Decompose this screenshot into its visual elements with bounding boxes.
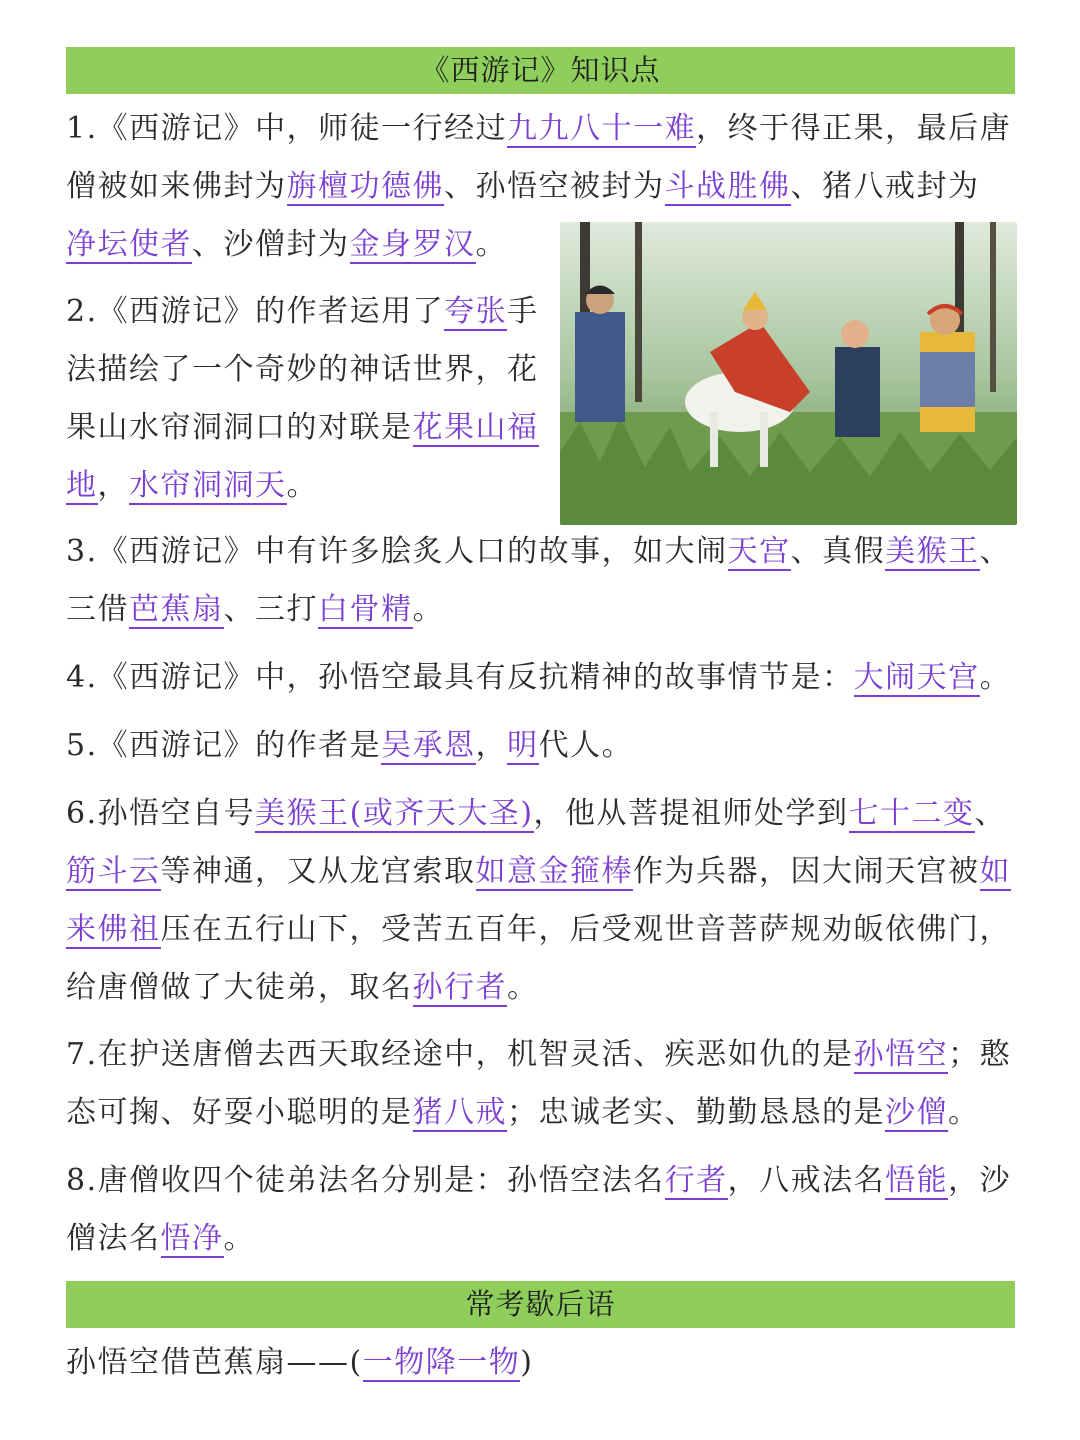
text: ，他从菩提祖师处学到	[533, 796, 849, 831]
text: ，	[97, 468, 129, 503]
text: 。	[979, 660, 1012, 695]
answer: 旃檀功德佛	[286, 169, 444, 204]
text: ；忠诚老实、勤勤恳恳的是	[507, 1095, 885, 1130]
text: 4.《西游记》中，孙悟空最具有反抗精神的故事情节是：	[66, 660, 854, 695]
text: 手法描绘了一个奇妙的神话世界，花果山水帘洞洞口的对联是	[66, 294, 539, 445]
text: 、三打	[223, 592, 318, 627]
text: 6.孙悟空自号	[66, 796, 256, 831]
point-6	[66, 785, 1016, 1017]
answer: 如意金箍棒	[475, 854, 633, 889]
text: 等神通，又从龙宫索取	[160, 854, 476, 889]
text: 压在五行山下，受苦五百年，后受观世音菩萨规劝皈依佛门，给唐僧做了大徒弟，取名	[66, 912, 1011, 1005]
text: 。	[475, 227, 507, 262]
answer: 美猴王(或齐天大圣)	[255, 796, 534, 831]
answer: 行者	[664, 1163, 728, 1198]
text: 、孙悟空被封为	[444, 169, 665, 204]
text: 8.唐僧收四个徒弟法名分别是：孙悟空法名	[66, 1163, 665, 1198]
text: 。	[948, 1095, 980, 1130]
text: ，沙僧法名	[66, 1163, 1012, 1256]
answer: 如来佛祖	[66, 854, 1011, 947]
answer: 斗战胜佛	[664, 169, 791, 204]
text: ，八戒法名	[727, 1163, 886, 1198]
text: 1.《西游记》中，师徒一行经过	[66, 111, 508, 146]
text: ；憨态可掬、好耍小聪明的是	[66, 1037, 1012, 1130]
answer: 金身罗汉	[349, 227, 476, 262]
answer: 悟能	[885, 1163, 949, 1198]
answer: 筋斗云	[66, 854, 161, 889]
point-2	[66, 283, 546, 515]
answer: 水帘洞洞天	[129, 468, 287, 503]
point-8	[66, 1152, 1016, 1268]
point-5	[66, 717, 1016, 775]
point-7	[66, 1026, 1016, 1142]
text: 代人。	[538, 728, 634, 763]
text: 。	[286, 468, 318, 503]
text: 3.《西游记》中有许多脍炙人口的故事，如大闹	[66, 534, 728, 569]
text: 、三借	[66, 534, 1012, 627]
text: 。	[507, 970, 539, 1005]
header-title-banner: 《西游记》知识点	[66, 47, 1015, 94]
text: 5.《西游记》的作者是	[66, 728, 382, 763]
answer: 花果山福地	[66, 410, 539, 503]
answer: 猪八戒	[412, 1095, 507, 1130]
xiehouyu-item	[66, 1334, 1016, 1392]
answer: 白骨精	[318, 592, 413, 627]
text: 、	[974, 796, 1007, 831]
answer: 孙悟空	[853, 1037, 949, 1072]
section-title-banner: 常考歇后语	[66, 1281, 1015, 1328]
answer: 净坛使者	[66, 227, 192, 262]
text: 、沙僧封为	[192, 227, 350, 262]
text: 。	[223, 1221, 255, 1256]
point-3	[66, 523, 1016, 639]
answer: 明	[507, 728, 539, 763]
text: 。	[412, 592, 444, 627]
answer: 美猴王	[885, 534, 980, 569]
answer: 悟净	[160, 1221, 224, 1256]
text: 作为兵器，因大闹天宫被	[633, 854, 980, 889]
text: 、猪八戒封为	[790, 169, 980, 204]
text: ，终于得正果，最后唐僧被如来佛封为	[66, 111, 1012, 204]
answer: 大闹天宫	[853, 660, 980, 695]
pilgrims-photo	[560, 222, 1017, 525]
answer: 一物降一物	[362, 1345, 521, 1380]
answer: 沙僧	[885, 1095, 948, 1130]
text: 7.在护送唐僧去西天取经途中，机智灵活、疾恶如仇的是	[66, 1037, 854, 1072]
text: 孙悟空借芭蕉扇——(	[66, 1345, 363, 1380]
point-4	[66, 649, 1016, 707]
text: ，	[475, 728, 508, 763]
answer: 天宫	[727, 534, 791, 569]
text: 、真假	[790, 534, 886, 569]
text: 2.《西游记》的作者运用了	[66, 294, 445, 329]
answer: 孙行者	[412, 970, 507, 1005]
answer: 七十二变	[848, 796, 975, 831]
answer: 九九八十一难	[507, 111, 697, 146]
text: )	[520, 1345, 534, 1380]
answer: 夸张	[444, 294, 508, 329]
answer: 芭蕉扇	[129, 592, 224, 627]
answer: 吴承恩	[381, 728, 476, 763]
